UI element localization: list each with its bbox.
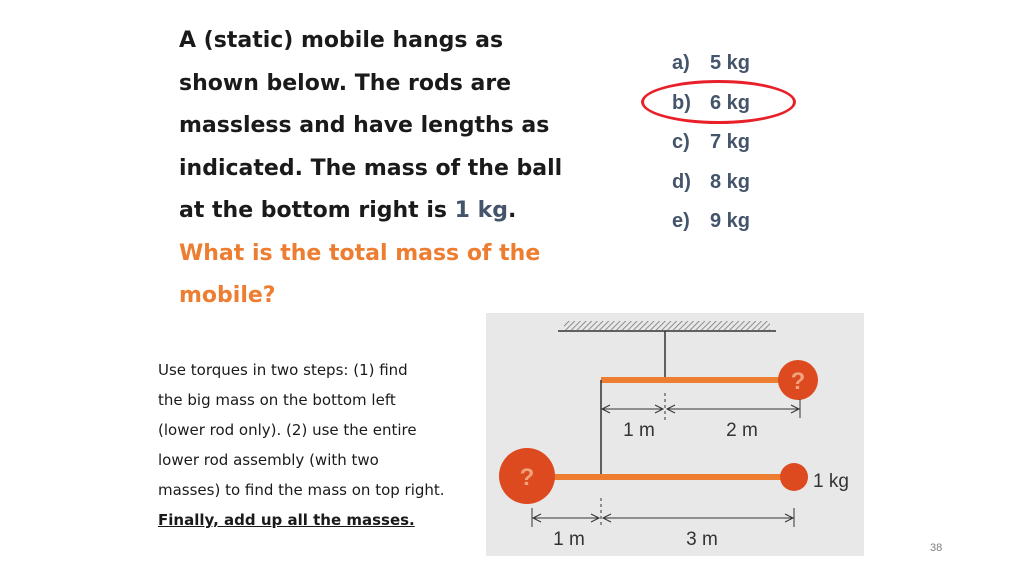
question-line: indicated. The mass of the ball xyxy=(179,155,563,181)
question-text xyxy=(179,20,579,318)
answer-highlight-circle xyxy=(641,80,796,124)
slide-number: 38 xyxy=(930,542,943,554)
hint-text xyxy=(158,355,478,535)
choice-c[interactable] xyxy=(672,123,750,163)
choice-letter: c) xyxy=(672,131,690,153)
choice-a[interactable] xyxy=(672,44,750,84)
hint-line: lower rod assembly (with two xyxy=(158,451,379,469)
question-line xyxy=(179,190,579,233)
lower-right-length: 3 m xyxy=(686,529,718,550)
choice-e[interactable] xyxy=(672,202,750,242)
choice-value: 7 kg xyxy=(710,131,751,153)
question-line-suffix: . xyxy=(508,198,517,223)
bottom-right-ball xyxy=(780,463,808,491)
upper-left-length: 1 m xyxy=(623,420,655,441)
hint-line: masses) to find the mass on top right. xyxy=(158,481,445,499)
upper-right-length: 2 m xyxy=(726,420,758,441)
hint-line: (lower rod only). (2) use the entire xyxy=(158,421,417,439)
question-ask: What is the total mass of the xyxy=(179,240,541,266)
bottom-left-ball-label: ? xyxy=(519,464,535,491)
top-right-ball-label: ? xyxy=(790,368,806,395)
mobile-diagram xyxy=(486,313,864,556)
hint-line: Use torques in two steps: (1) find xyxy=(158,361,408,379)
choice-value: 5 kg xyxy=(710,52,751,74)
choice-letter: d) xyxy=(672,170,691,193)
question-line: massless and have lengths as xyxy=(179,113,550,138)
question-line-prefix: at the bottom right is xyxy=(179,198,455,223)
answer-choices xyxy=(672,44,750,242)
question-line: A (static) mobile hangs as xyxy=(179,28,504,53)
hint-line: the big mass on the bottom left xyxy=(158,391,396,409)
choice-letter: a) xyxy=(672,52,690,74)
choice-d[interactable] xyxy=(672,163,750,203)
choice-value: 9 kg xyxy=(710,210,751,232)
question-line: shown below. The rods are xyxy=(179,70,512,96)
lower-left-length: 1 m xyxy=(553,529,585,550)
bottom-right-ball-label: 1 kg xyxy=(813,471,849,492)
given-mass: 1 kg xyxy=(454,198,509,223)
ceiling-hatch xyxy=(564,321,770,330)
choice-value: 6 kg xyxy=(710,91,751,114)
hint-final-line: Finally, add up all the masses. xyxy=(158,511,415,529)
question-ask: mobile? xyxy=(179,283,276,308)
mobile-diagram-svg xyxy=(486,313,864,556)
choice-letter: b) xyxy=(672,91,691,114)
choice-value: 8 kg xyxy=(710,170,751,193)
choice-letter: e) xyxy=(672,210,690,232)
